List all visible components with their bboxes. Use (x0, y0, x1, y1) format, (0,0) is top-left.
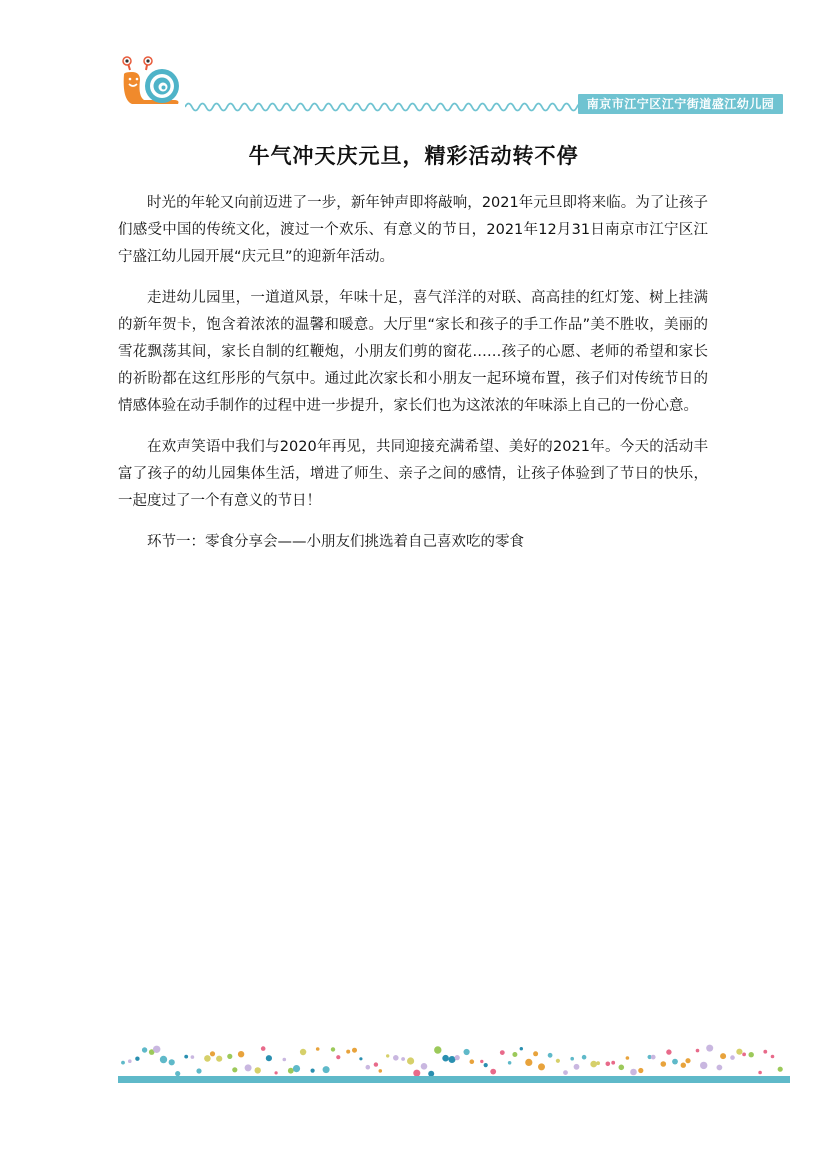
confetti-dot (261, 1046, 266, 1051)
confetti-dot (717, 1065, 723, 1071)
confetti-dot (293, 1065, 300, 1072)
confetti-dot (275, 1071, 278, 1074)
confetti-dot (490, 1069, 496, 1075)
confetti-dot (681, 1063, 686, 1068)
confetti-dot (525, 1059, 532, 1066)
confetti-dot (582, 1055, 587, 1060)
confetti-dot (666, 1049, 671, 1054)
confetti-dot (266, 1055, 272, 1061)
confetti-dot (700, 1062, 707, 1069)
confetti-dot (548, 1053, 553, 1058)
confetti-dot (749, 1052, 754, 1057)
confetti-dot (160, 1056, 167, 1063)
confetti-dot (142, 1047, 147, 1052)
confetti-dot (470, 1059, 475, 1064)
confetti-dot (366, 1065, 371, 1070)
confetti-dot (464, 1049, 470, 1055)
confetti-dot (661, 1061, 667, 1067)
confetti-dot (407, 1057, 414, 1064)
confetti-dot (245, 1064, 252, 1071)
confetti-dot (216, 1056, 222, 1062)
confetti-dot (590, 1061, 597, 1068)
confetti-dot (696, 1049, 700, 1053)
confetti-dot (184, 1055, 188, 1059)
confetti-dot (720, 1053, 726, 1059)
confetti-dot (500, 1050, 505, 1055)
paragraph-section-one: 环节一：零食分享会——小朋友们挑选着自己喜欢吃的零食 (147, 534, 524, 550)
confetti-dot (288, 1068, 294, 1074)
confetti-dot (323, 1066, 330, 1073)
confetti-dot (128, 1059, 132, 1063)
confetti-dot (311, 1069, 315, 1073)
confetti-dot (596, 1061, 600, 1065)
confetti-dot (763, 1050, 767, 1054)
article-body (118, 190, 708, 570)
confetti-dot (316, 1047, 320, 1051)
confetti-dot (379, 1069, 383, 1073)
confetti-dot (736, 1049, 742, 1055)
confetti-dot (255, 1067, 261, 1073)
confetti-dot (331, 1047, 335, 1051)
confetti-dot (606, 1062, 611, 1067)
confetti-dot (232, 1067, 237, 1072)
confetti-dot (484, 1063, 488, 1067)
confetti-dot (685, 1058, 690, 1063)
confetti-dot (442, 1055, 449, 1062)
confetti-dot (401, 1057, 405, 1061)
footer-bar (118, 1076, 790, 1083)
confetti-dot (191, 1055, 195, 1059)
confetti-dot (570, 1057, 574, 1061)
confetti-dot (533, 1051, 538, 1056)
article-title: 牛气冲天庆元旦，精彩活动转不停 (248, 144, 579, 168)
confetti-dot (672, 1059, 678, 1065)
paragraph-intro: 时光的年轮又向前迈进了一步，新年钟声即将敲响，2021年元旦即将来临。为了让孩子们感受中国的传统文化，渡过一个欢乐、有意义的节日，2021年12月31日南京市江宁区江宁盛江幼儿园开展“庆元旦”的迎新年活动。 (118, 195, 708, 265)
confetti-dot (758, 1071, 762, 1075)
confetti-dot (393, 1055, 399, 1061)
confetti-dot (480, 1060, 483, 1063)
confetti-dot (630, 1069, 637, 1076)
confetti-dot (611, 1061, 615, 1065)
confetti-dot (730, 1055, 735, 1060)
confetti-dot (196, 1068, 201, 1073)
wave-divider (185, 97, 595, 117)
confetti-dot (352, 1048, 357, 1053)
confetti-dot (574, 1064, 580, 1070)
confetti-dot (742, 1053, 746, 1057)
confetti-dot (626, 1056, 630, 1060)
confetti-dot (455, 1055, 460, 1060)
confetti-dot (359, 1057, 362, 1060)
confetti-dot (283, 1058, 287, 1062)
confetti-dot (121, 1061, 125, 1065)
confetti-dot (771, 1055, 775, 1059)
confetti-dot (778, 1067, 783, 1072)
confetti-dot (538, 1063, 545, 1070)
page-header (0, 0, 827, 130)
confetti-dot (386, 1054, 389, 1057)
confetti-dot (238, 1051, 244, 1057)
school-name-banner: 南京市江宁区江宁街道盛江幼儿园 (578, 94, 783, 114)
confetti-dot (336, 1055, 340, 1059)
confetti-dot (563, 1070, 568, 1075)
confetti-dot (434, 1046, 441, 1053)
confetti-dot (512, 1052, 517, 1057)
confetti-dot (449, 1056, 456, 1063)
confetti-dot (153, 1046, 160, 1053)
confetti-dot (227, 1054, 232, 1059)
confetti-dot (651, 1055, 656, 1060)
confetti-dot (135, 1057, 139, 1061)
paragraph-summary: 在欢声笑语中我们与2020年再见，共同迎接充满希望、美好的2021年。今天的活动丰富了孩子的幼儿园集体生活，增进了师生、亲子之间的感情，让孩子体验到了节日的快乐，一起度过了一个有意义的节日！ (118, 439, 708, 509)
confetti-dot (300, 1049, 306, 1055)
confetti-dot (638, 1068, 643, 1073)
confetti-dot (346, 1050, 350, 1054)
confetti-dot (619, 1065, 625, 1071)
confetti-dot (520, 1047, 523, 1050)
confetti-dot (374, 1062, 378, 1066)
confetti-dot (421, 1063, 428, 1070)
confetti-dot (508, 1061, 512, 1065)
snail-logo-icon (118, 56, 184, 110)
confetti-dot (556, 1059, 560, 1063)
confetti-dot (204, 1055, 211, 1062)
confetti-dot (210, 1051, 215, 1056)
confetti-dot (169, 1059, 175, 1065)
confetti-dot (706, 1045, 713, 1052)
paragraph-decoration: 走进幼儿园里，一道道风景，年味十足，喜气洋洋的对联、高高挂的红灯笼、树上挂满的新年贺卡，饱含着浓浓的温馨和暖意。大厅里“家长和孩子的手工作品”美不胜收，美丽的雪花飘荡其间，家长自制的红鞭炮，小朋友们剪的窗花……孩子的心愿、老师的希望和家长的祈盼都在这红彤彤的气氛中。通过此次家长和小朋友一起环境布置，孩子们对传统节日的情感体验在动手制作的过程中进一步提升，家长们也为这浓浓的年味添上自己的一份心意。 (118, 290, 708, 414)
